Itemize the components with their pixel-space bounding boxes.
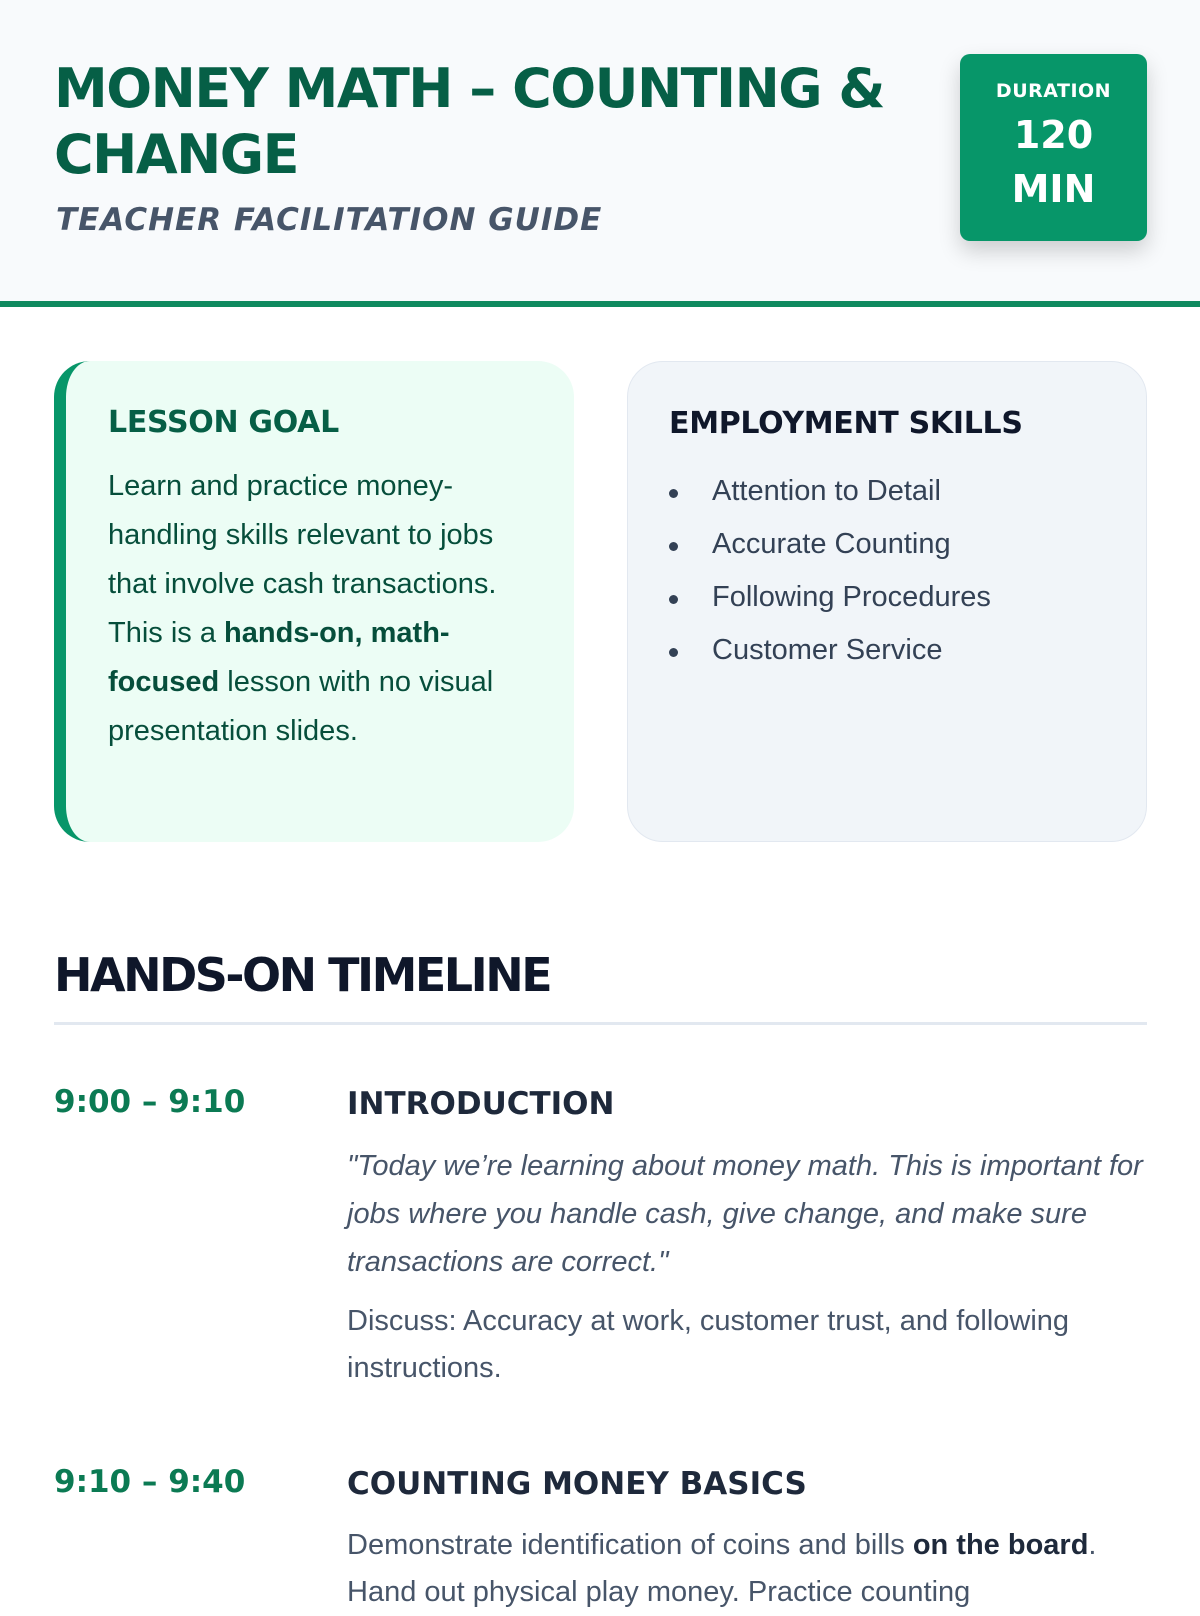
timeline-text <box>347 1522 1147 1616</box>
page-header <box>0 0 1200 307</box>
skill-label: Accurate Counting <box>712 528 951 560</box>
bullet-icon <box>669 489 678 498</box>
employment-skills-card <box>627 361 1147 842</box>
timeline-quote: "Today we’re learning about money math. This is important for jobs where you handle cash, give change, and make sure transactions are correct." <box>347 1150 1143 1278</box>
timeline-time: 9:00 – 9:10 <box>54 1084 246 1120</box>
bullet-icon <box>669 595 678 604</box>
page-title: MONEY MATH – COUNTING & CHANGE <box>54 57 885 186</box>
timeline-text-start: Demonstrate identification of coins and bills <box>347 1529 913 1561</box>
page-subtitle: TEACHER FACILITATION GUIDE <box>56 202 603 238</box>
skill-label: Customer Service <box>712 634 943 666</box>
timeline-text-emphasis: on the board <box>912 1529 1089 1561</box>
duration-label: DURATION <box>995 80 1112 102</box>
lesson-goal-text <box>108 462 534 756</box>
timeline-title: INTRODUCTION <box>347 1086 615 1122</box>
duration-badge <box>960 54 1147 241</box>
timeline-text-end: . Hand out physical play money. Practice counting <box>347 1529 1097 1608</box>
timeline-title: COUNTING MONEY BASICS <box>347 1466 807 1502</box>
list-item <box>669 624 1116 677</box>
timeline-heading: HANDS-ON TIMELINE <box>54 948 1147 1025</box>
timeline-body <box>347 1084 1147 1392</box>
list-item <box>669 465 1116 518</box>
timeline-time: 9:10 – 9:40 <box>54 1464 246 1500</box>
list-item <box>669 571 1116 624</box>
lesson-goal-heading: LESSON GOAL <box>108 405 339 440</box>
timeline-body <box>347 1464 1147 1616</box>
lesson-goal-text-end: lesson with no visual presentation slides. <box>108 666 494 747</box>
list-item <box>669 518 1116 571</box>
lesson-goal-emphasis: hands-on, math-focused <box>108 617 450 698</box>
lesson-goal-card <box>54 361 574 842</box>
lesson-goal-text-start: Learn and practice money-handling skills relevant to jobs that involve cash transactions. This is a <box>108 470 497 649</box>
timeline-text: Discuss: Accuracy at work, customer trust, and following instructions. <box>347 1305 1070 1384</box>
bullet-icon <box>669 648 678 657</box>
skill-label: Following Procedures <box>712 581 991 613</box>
duration-value: 120 MIN <box>1011 113 1096 211</box>
bullet-icon <box>669 542 678 551</box>
skills-list <box>669 465 1116 677</box>
employment-skills-heading: EMPLOYMENT SKILLS <box>669 406 1023 441</box>
skill-label: Attention to Detail <box>712 475 941 507</box>
